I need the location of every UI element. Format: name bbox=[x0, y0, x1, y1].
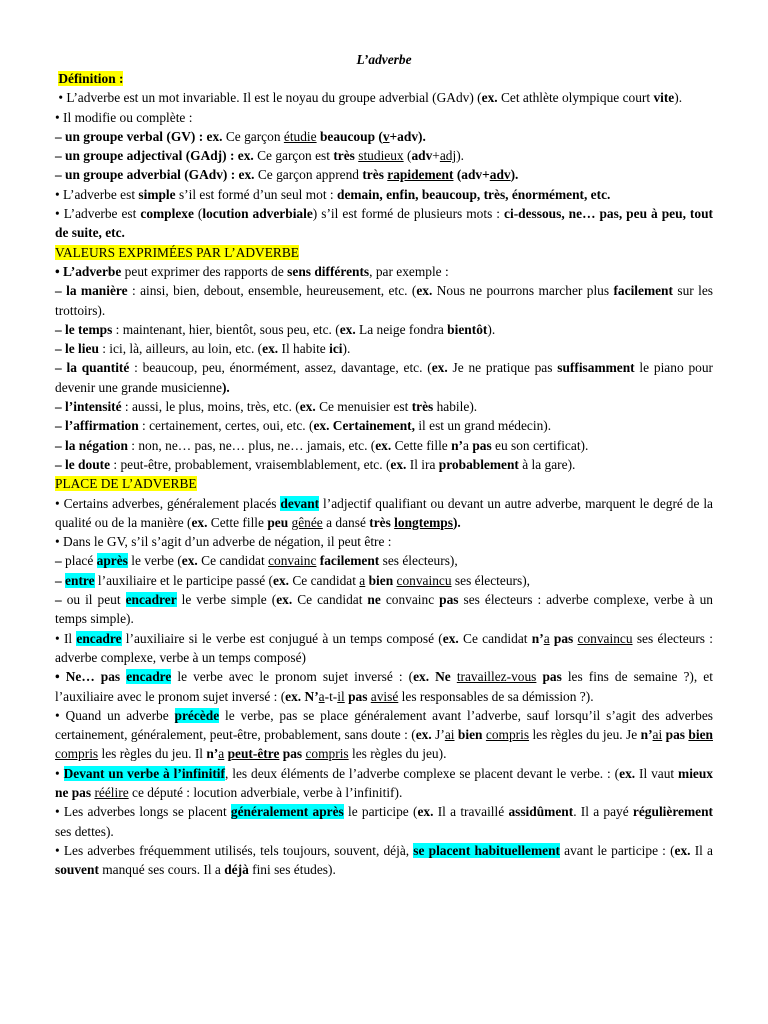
valeur-item: – l’intensité : aussi, le plus, moins, très, etc. (ex. Ce menuisier est très habile). bbox=[55, 399, 478, 415]
place-paragraph: – entre l’auxiliaire et le participe passé (ex. Ce candidat a bien convaincu ses électeurs), bbox=[55, 572, 531, 588]
valeur-item: – la négation : non, ne… pas, ne… plus, ne… jamais, etc. (ex. Cette fille n’a pas eu son certificat). bbox=[55, 437, 589, 453]
place-paragraph: • Ne… pas encadre le verbe avec le pronom sujet inversé : (ex. Ne travaillez-vous pas les fins de semaine ?), et l’auxiliaire avec le pronom sujet inversé : (ex. N’a-t-il pas avisé les responsables de sa démission ?). bbox=[55, 669, 713, 704]
definition-item: • L’adverbe est un mot invariable. Il est le noyau du groupe adverbial (GAdv) (ex. Cet athlète olympique court vite). bbox=[58, 90, 683, 106]
place-heading-line bbox=[55, 474, 713, 493]
definition-item: • L’adverbe est simple s’il est formé d’un seul mot : demain, enfin, beaucoup, très, énormément, etc. bbox=[55, 186, 611, 202]
valeur-item: – la manière : ainsi, bien, debout, ensemble, heureusement, etc. (ex. Nous ne pourrons marcher plus facilement sur les trottoirs). bbox=[55, 283, 714, 318]
valeur-item: – le temps : maintenant, hier, bientôt, sous peu, etc. (ex. La neige fondra bientôt). bbox=[55, 321, 496, 337]
valeurs-heading-line bbox=[55, 243, 713, 262]
definition-item: • Il modifie ou complète : bbox=[55, 109, 193, 125]
document-body bbox=[55, 69, 713, 879]
place-paragraph: • Certains adverbes, généralement placés devant l’adjectif qualifiant ou devant un autre adverbe, marquent le degré de la qualité ou de la manière (ex. Cette fille peu gênée a dansé très longtemps). bbox=[55, 495, 714, 530]
valeurs-heading: VALEURS EXPRIMÉES PAR L’ADVERBE bbox=[55, 244, 299, 260]
place-paragraph: – ou il peut encadrer le verbe simple (ex. Ce candidat ne convainc pas ses électeurs : adverbe complexe, verbe à un temps simple). bbox=[55, 592, 713, 627]
place-paragraph: – placé après le verbe (ex. Ce candidat convainc facilement ses électeurs), bbox=[55, 553, 458, 569]
place-paragraph: • Il encadre l’auxiliaire si le verbe est conjugué à un temps composé (ex. Ce candidat n’a pas convaincu ses électeurs : adverbe complexe, verbe à un temps composé) bbox=[55, 630, 713, 665]
definition-item: • L’adverbe est complexe (locution adverbiale) s’il est formé de plusieurs mots : ci-dessous, ne… pas, peu à peu, tout de suite, etc. bbox=[55, 206, 713, 241]
place-paragraph: • Devant un verbe à l’infinitif, les deux éléments de l’adverbe complexe se placent devant le verbe. : (ex. Il vaut mieux ne pas réélire ce député : locution adverbiale, verbe à l’infinitif). bbox=[55, 765, 714, 800]
valeur-item: – l’affirmation : certainement, certes, oui, etc. (ex. Certainement, il est un grand médecin). bbox=[55, 418, 552, 434]
place-heading: PLACE DE L’ADVERBE bbox=[55, 476, 197, 492]
place-paragraph: • Dans le GV, s’il s’agit d’un adverbe de négation, il peut être : bbox=[55, 534, 392, 550]
valeurs-intro: • L’adverbe peut exprimer des rapports de sens différents, par exemple : bbox=[55, 263, 449, 279]
definition-heading: Définition : bbox=[58, 71, 124, 86]
valeur-item: – le doute : peut-être, probablement, vraisemblablement, etc. (ex. Il ira probablement à la gare). bbox=[55, 456, 576, 472]
place-paragraph: • Les adverbes longs se placent généralement après le participe (ex. Il a travaillé assidûment. Il a payé régulièrement ses dettes). bbox=[55, 804, 713, 839]
definition-heading-line bbox=[55, 69, 713, 88]
place-paragraph: • Les adverbes fréquemment utilisés, tels toujours, souvent, déjà, se placent habituellement avant le participe : (ex. Il a souvent manqué ses cours. Il a déjà fini ses études). bbox=[55, 842, 713, 878]
definition-item: – un groupe adjectival (GAdj) : ex. Ce garçon est très studieux (adv+adj). bbox=[55, 148, 465, 164]
valeur-item: – le lieu : ici, là, ailleurs, au loin, etc. (ex. Il habite ici). bbox=[55, 341, 351, 357]
document-title: L’adverbe bbox=[356, 52, 412, 67]
valeur-item: – la quantité : beaucoup, peu, énormément, assez, davantage, etc. (ex. Je ne pratique pas suffisamment le piano pour devenir une grande musicienne). bbox=[55, 360, 713, 395]
definition-item: – un groupe adverbial (GAdv) : ex. Ce garçon apprend très rapidement (adv+adv). bbox=[55, 167, 519, 183]
place-paragraph: • Quand un adverbe précède le verbe, pas se place généralement avant l’adverbe, sauf lorsqu’il s’agit des adverbes certainement, généralement, peut-être, probablement, sans doute : (ex. J’ai bien compris les règles du jeu. Je n’ai pas bien compris les règles du jeu. Il n’a peut-être pas compris les règles du jeu). bbox=[55, 707, 713, 762]
definition-item: – un groupe verbal (GV) : ex. Ce garçon étudie beaucoup (v+adv). bbox=[55, 128, 426, 144]
